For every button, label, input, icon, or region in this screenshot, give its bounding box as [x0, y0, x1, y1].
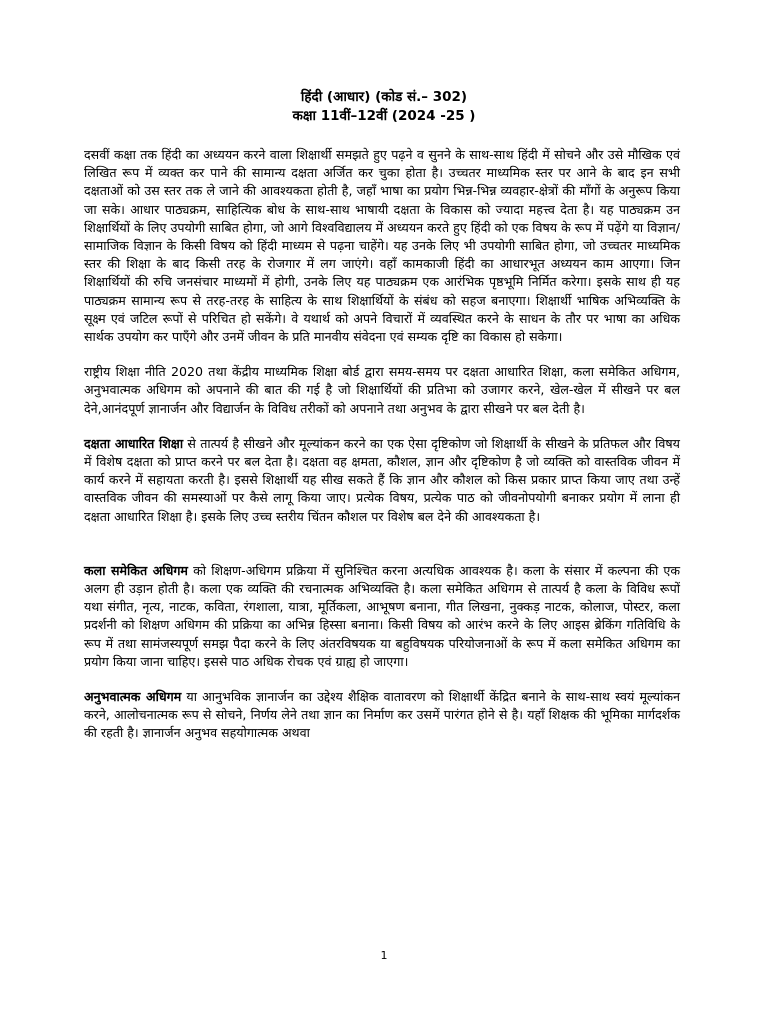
- document-title: [0, 88, 768, 126]
- paragraph-lead-term: कला समेकित अधिगम: [84, 562, 188, 578]
- paragraph-lead-term: अनुभवात्मक अधिगम: [84, 689, 182, 705]
- paragraph-introduction: [84, 146, 680, 346]
- paragraph-text: या आनुभविक ज्ञानार्जन का उद्देश्य शैक्षिक वातावरण को शिक्षार्थी केंद्रित बनाने के साथ-साथ स्वयं मूल्यांकन करने, आलोचनात्मक रूप से सोचने, निर्णय लेने तथा ज्ञान का निर्माण कर उसमें पारंगत होने से है। यहाँ शिक्षक की भूमिका मार्गदर्शक की रहती है। ज्ञानार्जन अनुभव सहयोगात्मक अथवा: [84, 689, 680, 741]
- paragraph-nep-2020: [84, 363, 680, 418]
- paragraph-text: राष्ट्रीय शिक्षा नीति 2020 तथा केंद्रीय माध्यमिक शिक्षा बोर्ड द्वारा समय-समय पर दक्षता आधारित शिक्षा, कला समेकित अधिगम, अनुभवात्मक अधिगम को अपनाने की बात की गई है जो शिक्षार्थियों की प्रतिभा को उजागर करने, खेल-खेल में सीखने पर बल देने,आनंदपूर्ण ज्ञानार्जन और विद्यार्जन के विविध तरीकों को अपनाने तथा अनुभव के द्वारा सीखने पर बल देती है।: [84, 364, 680, 416]
- paragraph-competency-based-education: [84, 435, 680, 526]
- paragraph-text: दसवीं कक्षा तक हिंदी का अध्ययन करने वाला शिक्षार्थी समझते हुए पढ़ने व सुनने के साथ-साथ हिंदी में सोचने और उसे मौखिक एवं लिखित रूप में व्यक्त कर पाने की सामान्य दक्षता अर्जित कर चुका होता है। उच्चतर माध्यमिक स्तर पर आने के बाद इन सभी दक्षताओं को उस स्तर तक ले जाने की आवश्यकता होती है, जहाँ भाषा का प्रयोग भिन्न-भिन्न व्यवहार-क्षेत्रों की माँगों के अनुरूप किया जा सके। आधार पाठ्यक्रम, साहित्यिक बोध के साथ-साथ भाषायी दक्षता के विकास को ज्यादा महत्त्व देता है। यह पाठ्यक्रम उन शिक्षार्थियों के लिए उपयोगी साबित होगा, जो आगे विश्वविद्यालय में अध्ययन करते हुए हिंदी को एक विषय के रूप में पढ़ेंगे या विज्ञान/सामाजिक विज्ञान के किसी विषय को हिंदी माध्यम से पढ़ना चाहेंगे। यह उनके लिए भी उपयोगी साबित होगा, जो उच्चतर माध्यमिक स्तर की शिक्षा के बाद किसी तरह के रोजगार में लग जाएंगे। वहाँ कामकाजी हिंदी का आधारभूत अध्ययन काम आएगा। जिन शिक्षार्थियों की रुचि जनसंचार माध्यमों में होगी, उनके लिए यह पाठ्यक्रम एक आरंभिक पृष्ठभूमि निर्मित करेगा। इसके साथ ही यह पाठ्यक्रम सामान्य रूप से तरह-तरह के साहित्य के साथ शिक्षार्थियों के संबंध को सहज बनाएगा। शिक्षार्थी भाषिक अभिव्यक्ति के सूक्ष्म एवं जटिल रूपों से परिचित हो सकेंगे। वे यथार्थ को अपने विचारों में व्यवस्थित करने के साधन के तौर पर भाषा का अधिक सार्थक उपयोग कर पाएँगे और उनमें जीवन के प्रति मानवीय संवेदना एवं सम्यक दृष्टि का विकास हो सकेगा।: [84, 147, 680, 345]
- paragraph-art-integrated-learning: [84, 562, 680, 671]
- paragraph-lead-term: दक्षता आधारित शिक्षा: [84, 435, 184, 451]
- paragraph-text: से तात्पर्य है सीखने और मूल्यांकन करने का एक ऐसा दृष्टिकोण जो शिक्षार्थी के सीखने के प्रतिफल और विषय में विशेष दक्षता को प्राप्त करने पर बल देता है। दक्षता वह क्षमता, कौशल, ज्ञान और दृष्टिकोण है जो व्यक्ति को वास्तविक जीवन में कार्य करने में सहायता करती है। इससे शिक्षार्थी यह सीख सकते हैं कि ज्ञान और कौशल को किस प्रकार प्राप्त किया जाए तथा उन्हें वास्तविक जीवन की समस्याओं पर कैसे लागू किया जाए। प्रत्येक विषय, प्रत्येक पाठ को जीवनोपयोगी बनाकर प्रयोग में लाना ही दक्षता आधारित शिक्षा है। इसके लिए उच्च स्तरीय चिंतन कौशल पर विशेष बल देने की आवश्यकता है।: [84, 435, 680, 524]
- paragraph-text: को शिक्षण-अधिगम प्रक्रिया में सुनिश्चित करना अत्यधिक आवश्यक है। कला के संसार में कल्पना की एक अलग ही उड़ान होती है। कला एक व्यक्ति की रचनात्मक अभिव्यक्ति है। कला समेकित अधिगम से तात्पर्य है कला के विविध रूपों यथा संगीत, नृत्य, नाटक, कविता, रंगशाला, यात्रा, मूर्तिकला, आभूषण बनाना, गीत लिखना, नुक्कड़ नाटक, कोलाज, पोस्टर, कला प्रदर्शनी को शिक्षण अधिगम की प्रक्रिया का अभिन्न हिस्सा बनाना। किसी विषय को आरंभ करने के लिए आइस ब्रेकिंग गतिविधि के रूप में तथा सामंजस्यपूर्ण समझ पैदा करने के लिए अंतरविषयक या बहुविषयक परियोजनाओं के रूप में कला समेकित अधिगम का प्रयोग किया जाना चाहिए। इससे पाठ अधिक रोचक एवं ग्राह्य हो जाएगा।: [84, 562, 680, 669]
- title-line-subject: हिंदी (आधार) (कोड सं.– 302): [300, 89, 468, 105]
- document-body: [84, 146, 680, 760]
- title-line-class: कक्षा 11वीं–12वीं (2024 -25 ): [292, 108, 476, 124]
- paragraph-experiential-learning: [84, 688, 680, 743]
- page-number: 1: [380, 949, 388, 962]
